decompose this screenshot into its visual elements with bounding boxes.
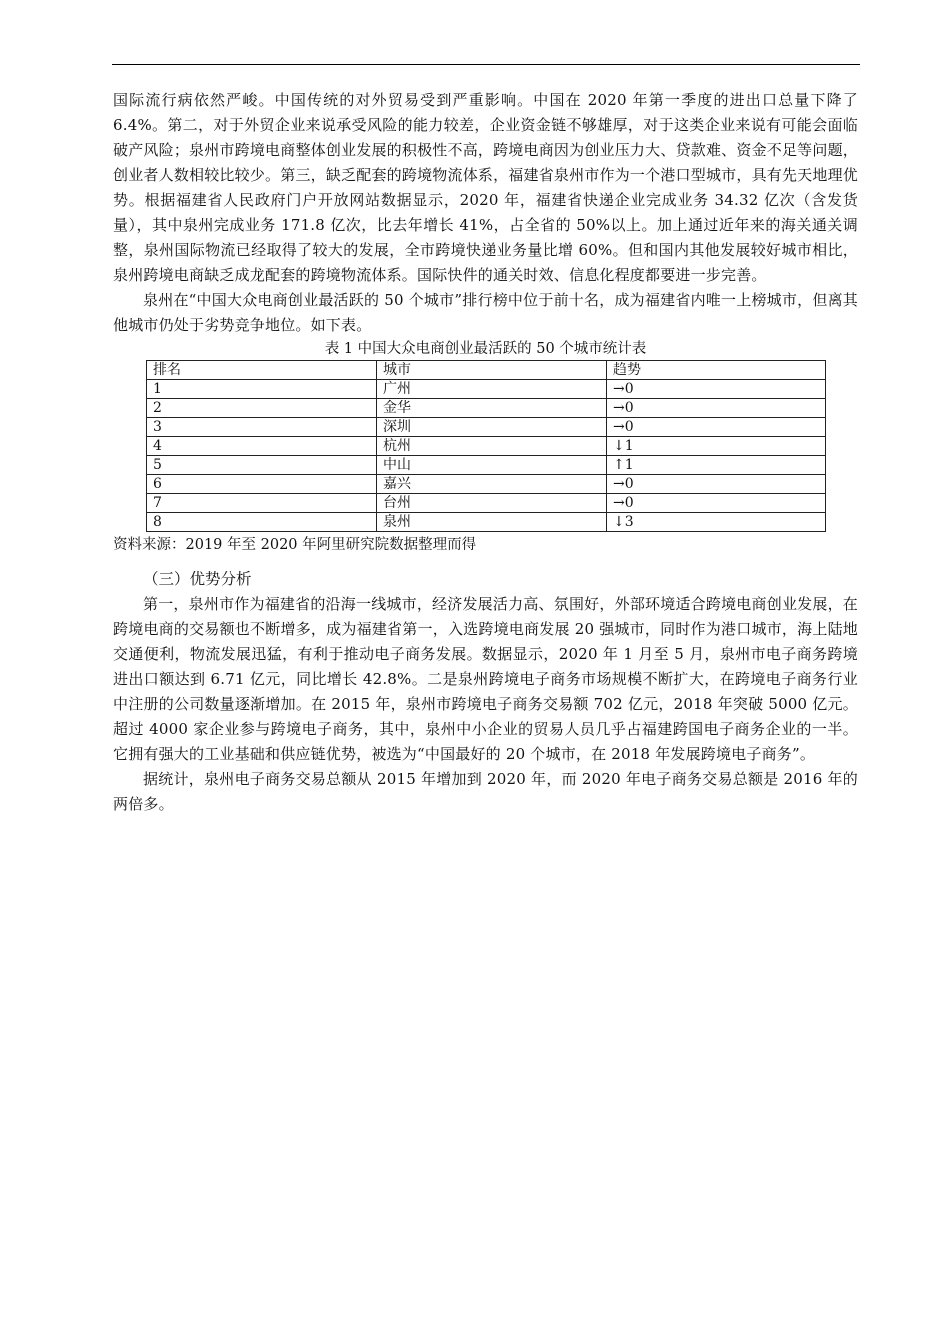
cell-trend: →0 xyxy=(607,494,826,513)
cell-rank: 6 xyxy=(147,475,377,494)
header-rule xyxy=(112,64,860,65)
cell-trend: →0 xyxy=(607,475,826,494)
cell-city: 泉州 xyxy=(377,513,607,532)
header-rank: 排名 xyxy=(147,361,377,380)
table-row xyxy=(147,456,826,475)
table-row xyxy=(147,380,826,399)
document-body xyxy=(113,88,858,817)
cell-rank: 2 xyxy=(147,399,377,418)
header-trend: 趋势 xyxy=(607,361,826,380)
cell-trend: ↑1 xyxy=(607,456,826,475)
cell-city: 中山 xyxy=(377,456,607,475)
paragraph-ranking-intro: 泉州在“中国大众电商创业最活跃的 50 个城市”排行榜中位于前十名，成为福建省内唯一上榜城市，但离其他城市仍处于劣势竞争地位。如下表。 xyxy=(113,291,858,334)
table-row xyxy=(147,494,826,513)
section-heading: （三）优势分析 xyxy=(143,570,252,588)
cell-city: 台州 xyxy=(377,494,607,513)
cell-trend: →0 xyxy=(607,380,826,399)
cell-city: 深圳 xyxy=(377,418,607,437)
cell-rank: 1 xyxy=(147,380,377,399)
paragraph-advantages: 第一，泉州市作为福建省的沿海一线城市，经济发展活力高、氛围好，外部环境适合跨境电商创业发展，在跨境电商的交易额也不断增多，成为福建省第一，入选跨境电商发展 20 强城市，同时作为港口城市，海上陆地交通便利，物流发展迅猛，有利于推动电子商务发展。数据显示，2020 年 1 月至 5 月，泉州市电子商务跨境进出口额达到 6.71 亿元，同比增长 42.8%。二是泉州跨境电子商务市场规模不断扩大，在跨境电子商务行业中注册的公司数量逐渐增加。在 2015 年，泉州市跨境电子商务交易额 702 亿元，2018 年突破 5000 亿元。超过 4000 家企业参与跨境电子商务，其中，泉州中小企业的贸易人员几乎占福建跨国电子商务企业的一半。它拥有强大的工业基础和供应链优势，被选为“中国最好的 20 个城市，在 2018 年发展跨境电子商务”。 xyxy=(113,595,858,763)
paragraph-trade-risks: 国际流行病依然严峻。中国传统的对外贸易受到严重影响。中国在 2020 年第一季度的进出口总量下降了 6.4%。第二，对于外贸企业来说承受风险的能力较差，企业资金链不够雄厚，对于这类企业来说有可能会面临破产风险；泉州市跨境电商整体创业发展的积极性不高，跨境电商因为创业压力大、贷款难、资金不足等问题，创业者人数相较比较少。第三，缺乏配套的跨境物流体系，福建省泉州市作为一个港口型城市，具有先天地理优势。根据福建省人民政府门户开放网站数据显示，2020 年，福建省快递企业完成业务 34.32 亿次（含发货量），其中泉州完成业务 171.8 亿次，比去年增长 41%，占全省的 50%以上。加上通过近年来的海关通关调整，泉州国际物流已经取得了较大的发展，全市跨境快递业务量比增 60%。但和国内其他发展较好城市相比，泉州跨境电商缺乏成龙配套的跨境物流体系。国际快件的通关时效、信息化程度都要进一步完善。 xyxy=(113,91,858,284)
table-header-row xyxy=(147,361,826,380)
cell-city: 嘉兴 xyxy=(377,475,607,494)
cell-rank: 7 xyxy=(147,494,377,513)
cell-trend: ↓3 xyxy=(607,513,826,532)
header-city: 城市 xyxy=(377,361,607,380)
cell-trend: ↓1 xyxy=(607,437,826,456)
table-row xyxy=(147,418,826,437)
table-row xyxy=(147,437,826,456)
cell-rank: 5 xyxy=(147,456,377,475)
cell-trend: →0 xyxy=(607,399,826,418)
table-row xyxy=(147,475,826,494)
cell-rank: 8 xyxy=(147,513,377,532)
cell-rank: 3 xyxy=(147,418,377,437)
cell-rank: 4 xyxy=(147,437,377,456)
city-ranking-table xyxy=(146,360,826,532)
table-row xyxy=(147,399,826,418)
cell-city: 金华 xyxy=(377,399,607,418)
table-source-note: 资料来源：2019 年至 2020 年阿里研究院数据整理而得 xyxy=(113,537,477,553)
cell-city: 杭州 xyxy=(377,437,607,456)
paragraph-statistics: 据统计，泉州电子商务交易总额从 2015 年增加到 2020 年，而 2020 年电子商务交易总额是 2016 年的两倍多。 xyxy=(113,770,858,813)
cell-city: 广州 xyxy=(377,380,607,399)
table-row xyxy=(147,513,826,532)
table-caption: 表 1 中国大众电商创业最活跃的 50 个城市统计表 xyxy=(324,341,647,357)
cell-trend: →0 xyxy=(607,418,826,437)
